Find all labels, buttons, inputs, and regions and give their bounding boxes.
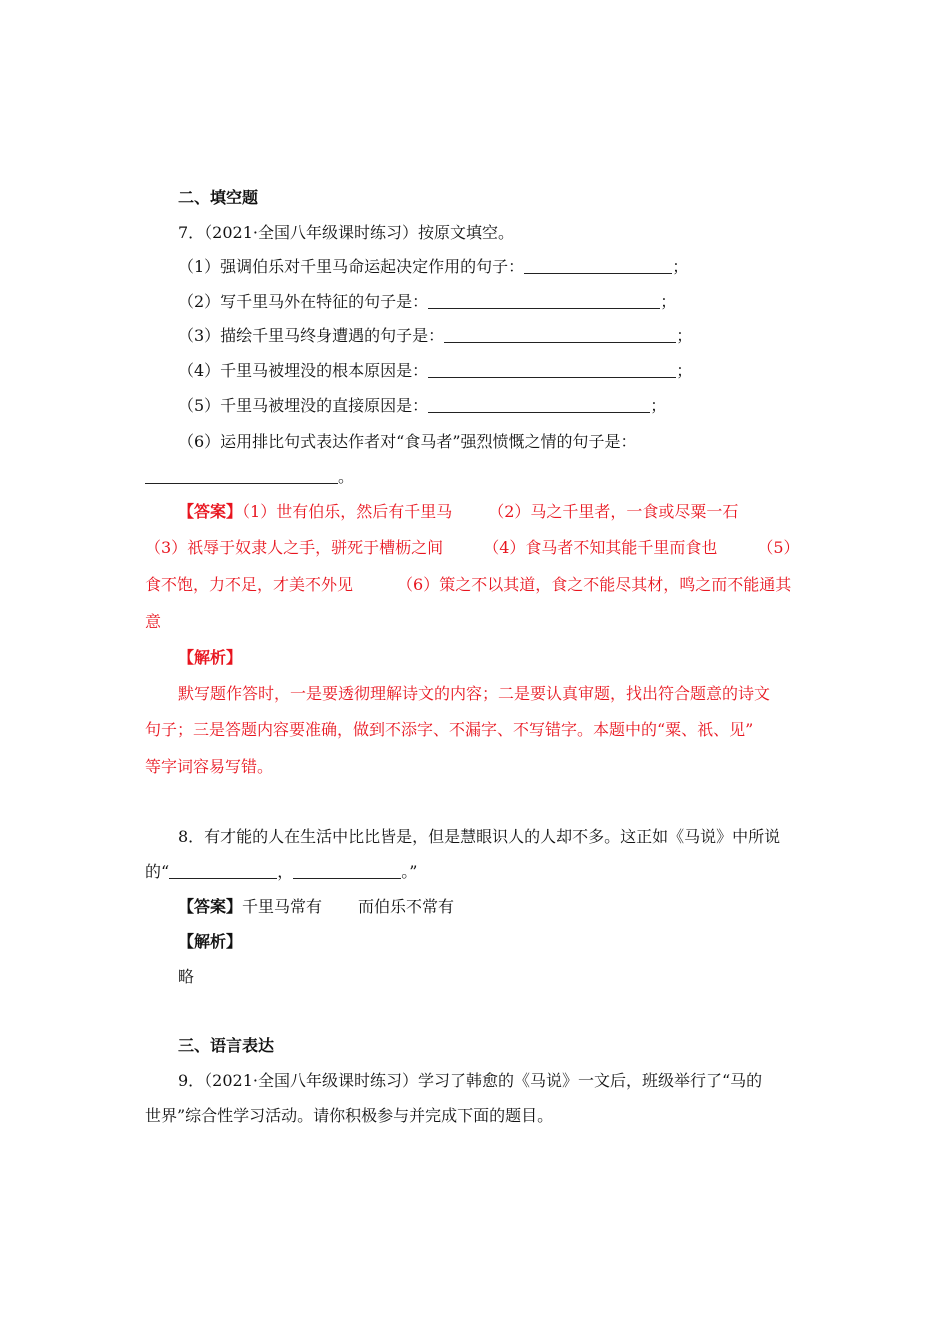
fill-item-label: （3）描绘千里马终身遭遇的句子是： [178, 326, 445, 345]
answer-text: 而伯乐不常有 [358, 897, 455, 916]
question-stem: 9．（2021·全国八年级课时练习）学习了韩愈的《马说》一文后，班级举行了“马的 [178, 1071, 763, 1090]
question-stem: 8．有才能的人在生活中比比皆是，但是慧眼识人的人却不多。这正如《马说》中所说 [178, 827, 781, 846]
stem-text: 的“ [145, 862, 170, 881]
answer-blank[interactable] [169, 862, 277, 879]
section-title: 三、语言表达 [178, 1036, 275, 1055]
analysis-text: 等字词容易写错。 [145, 757, 274, 776]
fill-item-label: （2）写千里马外在特征的句子是： [178, 292, 429, 311]
answer-blank[interactable] [145, 467, 338, 484]
stem-text: ， [277, 862, 294, 881]
answer-line [145, 538, 800, 558]
fill-item-end: ； [660, 292, 677, 311]
answer-line [145, 575, 791, 595]
answer-text: 千里马常有 [242, 897, 323, 916]
answer-tag: 【答案】 [178, 897, 243, 916]
fill-item-end: ； [650, 396, 667, 415]
answer-text: （2）马之千里者，一食或尽粟一石 [488, 502, 739, 521]
answer-text: （5） [757, 538, 800, 557]
fill-item-label: （1）强调伯乐对千里马命运起决定作用的句子： [178, 257, 525, 276]
analysis-text: 句子；三是答题内容要准确，做到不添字、不漏字、不写错字。本题中的“粟、祇、见” [145, 720, 754, 739]
answer-blank[interactable] [293, 862, 401, 879]
answer-blank[interactable] [428, 292, 660, 309]
fill-item [178, 361, 692, 381]
fill-item-end: ； [672, 257, 689, 276]
answer-tag: 【答案】 [178, 502, 243, 521]
fill-item [178, 396, 666, 416]
fill-item-label: （4）千里马被埋没的根本原因是： [178, 361, 429, 380]
fill-item-end: 。 [338, 467, 355, 486]
question-stem: 世界”综合性学习活动。请你积极参与并完成下面的题目。 [145, 1106, 554, 1125]
fill-item-end: ； [676, 361, 693, 380]
answer-blank[interactable] [524, 257, 672, 274]
answer-text: （4）食马者不知其能千里而食也 [483, 538, 718, 557]
answer-text: 食不饱，力不足，才美不外见 [145, 575, 354, 594]
fill-item [178, 257, 688, 277]
question-stem [145, 862, 417, 882]
answer-blank[interactable] [428, 396, 650, 413]
answer-line [178, 897, 454, 917]
fill-item-end: ； [676, 326, 693, 345]
analysis-tag: 【解析】 [178, 648, 243, 667]
answer-text: 意 [145, 612, 162, 631]
fill-item [178, 292, 676, 312]
fill-item-label: （5）千里马被埋没的直接原因是： [178, 396, 429, 415]
section-title: 二、填空题 [178, 188, 259, 207]
question-stem: 7．（2021·全国八年级课时练习）按原文填空。 [178, 223, 514, 242]
answer-blank[interactable] [428, 361, 676, 378]
analysis-text: 略 [178, 967, 195, 986]
fill-item [178, 326, 692, 346]
analysis-tag: 【解析】 [178, 932, 243, 951]
fill-item-label: （6）运用排比句式表达作者对“食马者”强烈愤慨之情的句子是： [178, 432, 637, 451]
answer-blank[interactable] [444, 326, 676, 343]
stem-text: 。” [401, 862, 418, 881]
answer-text: （6）策之不以其道，食之不能尽其材，鸣之而不能通其 [397, 575, 792, 594]
answer-text: （3）祇辱于奴隶人之手，骈死于槽枥之间 [145, 538, 444, 557]
fill-item [145, 467, 354, 487]
answer-text: （1）世有伯乐，然后有千里马 [242, 502, 453, 521]
analysis-text: 默写题作答时，一是要透彻理解诗文的内容；二是要认真审题，找出符合题意的诗文 [178, 684, 771, 703]
answer-line [178, 502, 738, 522]
